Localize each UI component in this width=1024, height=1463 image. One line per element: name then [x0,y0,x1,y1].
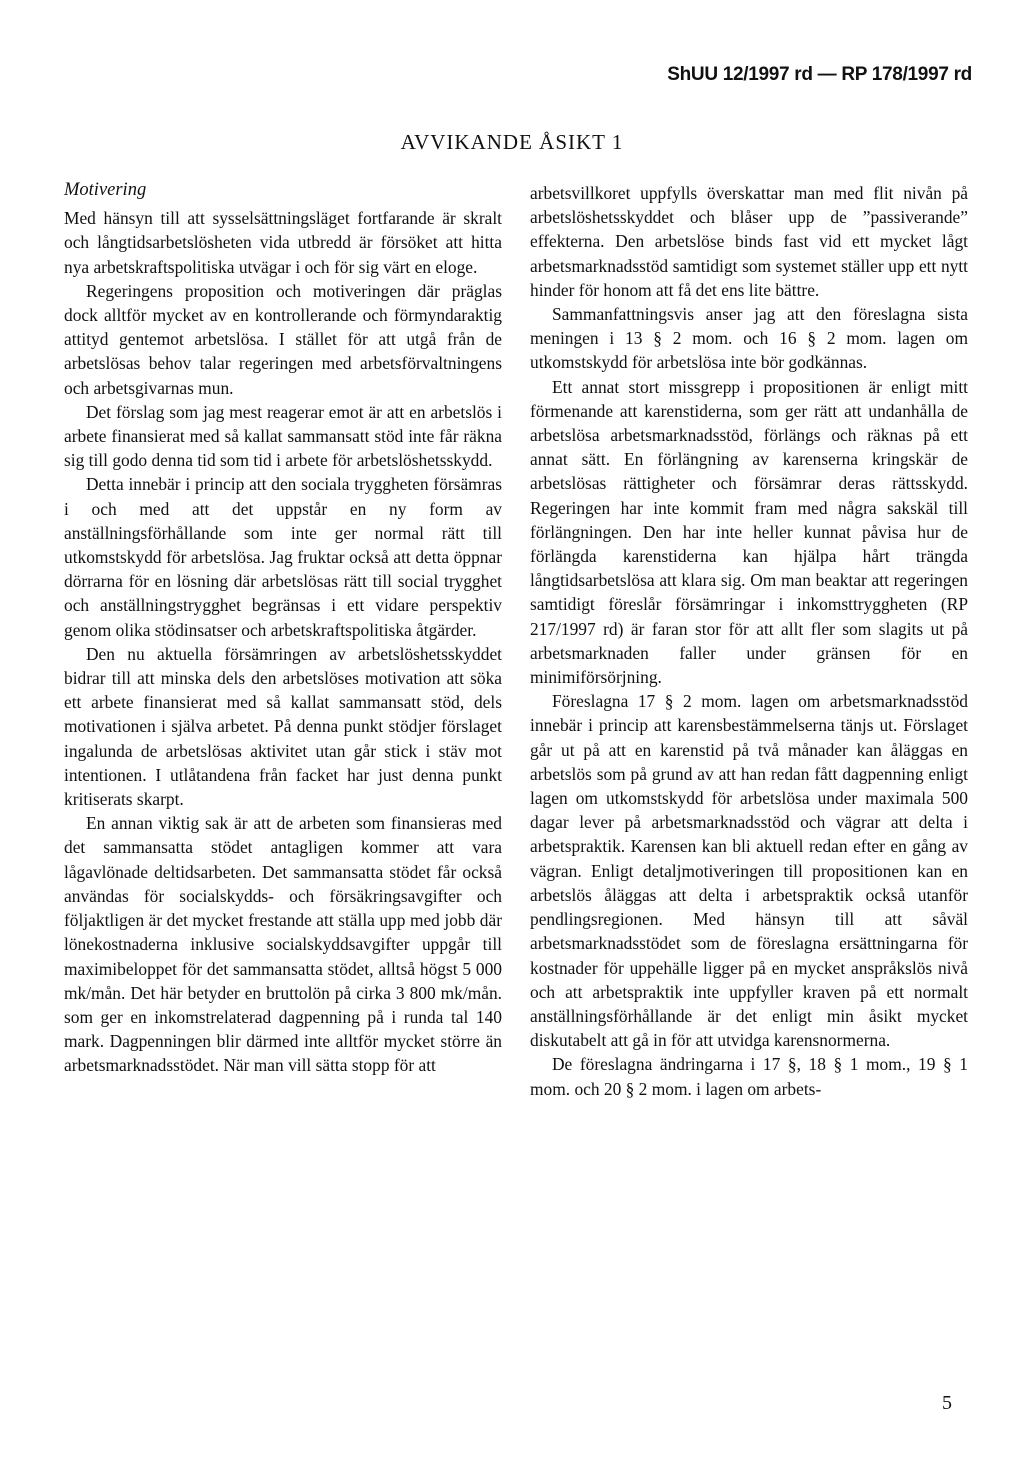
paragraph: Sammanfattningsvis anser jag att den föreslagna sista meningen i 13 § 2 mom. och 16 § 2 mom. lagen om utkomstskydd för arbetslösa inte bör godkännas. [530,304,968,373]
subheading: Motivering [64,180,147,200]
running-header: ShUU 12/1997 rd — RP 178/1997 rd [667,64,972,85]
paragraph: De föreslagna ändringarna i 17 §, 18 § 1 mom., 19 § 1 mom. och 20 § 2 mom. i lagen om arbets- [530,1054,968,1099]
section-title: AVVIKANDE ÅSIKT 1 [400,130,624,154]
paragraph: Regeringens proposition och motiveringen där präglas dock alltför mycket av en kontrollerande och förmyndaraktig attityd gentemot arbetslösa. I stället för att utgå från de arbetslösas behov talar regeringen med arbetsförvaltningens och arbetsgivarnas mun. [64,280,502,398]
right-column [530,181,968,1101]
page-number: 5 [942,1392,952,1414]
paragraph: En annan viktig sak är att de arbeten som finansieras med det sammansatta stödet antagligen kommer att vara lågavlönade deltidsarbeten. Det sammansatta stödet får också användas för socialskydds- och försäkringsavgifter och följaktligen är det mycket frestande att ställa upp med jobb där lönekostnaderna inklusive socialskyddsavgifter uppgår till maximibeloppet för det sammansatta stödet, alltså högst 5 000 mk/mån. Det här betyder en bruttolön på cirka 3 800 mk/mån. som ger en inkomstrelaterad dagpenning på i runda tal 140 mark. Dagpenningen blir därmed inte alltför mycket större än arbetsmarknadsstödet. När man vill sätta stopp för att [64,813,502,1076]
paragraph: Med hänsyn till att sysselsättningsläget fortfarande är skralt och långtidsarbetslösheten vida utbredd är försöket att hitta nya arbetskraftspolitiska utvägar i och för sig värt en eloge. [64,208,502,277]
paragraph: Det förslag som jag mest reagerar emot är att en arbetslös i arbete finansierat med så kallat sammansatt stöd inte får räkna sig till godo denna tid som tid i arbete för arbetslöshetsskydd. [64,401,502,471]
paragraph: Föreslagna 17 § 2 mom. lagen om arbetsmarknadsstöd innebär i princip att karensbestämmelserna tänjs ut. Förslaget går ut på att en karenstid på två månader kan åläggas en arbetslös som på grund av att han redan fått dagpenning enligt lagen om utkomstskydd för arbetslösa under maximala 500 dagar lever på arbetsmarknadsstöd och vägrar att delta i arbetspraktik. Karensen kan bli aktuell redan efter en gång av vägran. Enligt detaljmotiveringen till propositionen kan en arbetslös åläggas att delta i arbetspraktik också utanför pendlingsregionen. Med hänsyn till att såväl arbetsmarknadsstödet som de föreslagna ersättningarna för kostnader för uppehälle ligger på en mycket anspråkslös nivå och att arbetspraktik inte uppfyller kraven på ett normalt anställningsförhållande är det enligt min åsikt mycket diskutabelt att gå in för att utvidga karensnormerna. [530,691,968,1051]
left-column [64,178,502,1078]
paragraph: Detta innebär i princip att den sociala tryggheten försämras i och med att det uppstår en ny form av anställningsförhållande som inte ger normal rätt till utkomstskydd för arbetslösa. Jag fruktar också att detta öppnar dörrarna för en lösning där arbetslösas rätt till social trygghet och anställningstrygghet begränsas i ett vidare perspektiv genom olika stödinsatser och arbetskraftspolitiska åtgärder. [64,474,502,640]
paragraph: Ett annat stort missgrepp i propositionen är enligt mitt förmenande att karenstiderna, som ger rätt att undanhålla de arbetslösa arbetsmarknadsstöd, förlängs och räknas på ett annat sätt. En förlängning av karenserna kringskär de arbetslösas rättigheter och försämrar deras rättsskydd. Regeringen har inte kommit fram med några sakskäl till förlängningen. Den har inte heller kunnat påvisa hur de förlängda karenstiderna kan hjälpa hårt trängda långtidsarbetslösa att klara sig. Om man beaktar att regeringen samtidigt föreslår försämringar i inkomsttryggheten (RP 217/1997 rd) är faran stor för att allt fler som slagits ut på arbetsmarknaden faller under gränsen för en minimiförsörjning. [530,376,968,688]
paragraph: arbetsvillkoret uppfylls överskattar man med flit nivån på arbetslöshetsskyddet och blåser upp de ”passiverande” effekterna. Den arbetslöse binds fast vid ett mycket lågt arbetsmarknadsstöd samtidigt som systemet ställer upp ett nytt hinder för honom att få det ens lite bättre. [530,183,968,300]
paragraph: Den nu aktuella försämringen av arbetslöshetsskyddet bidrar till att minska dels den arbetslöses motivation att söka ett arbete finansierat med så kallat sammansatt stöd, dels motivationen i själva arbetet. På denna punkt stödjer förslaget ingalunda de arbetslösas aktivitet utan går stick i stäv mot intentionen. I utlåtandena från facket har just denna punkt kritiserats skarpt. [64,643,502,810]
